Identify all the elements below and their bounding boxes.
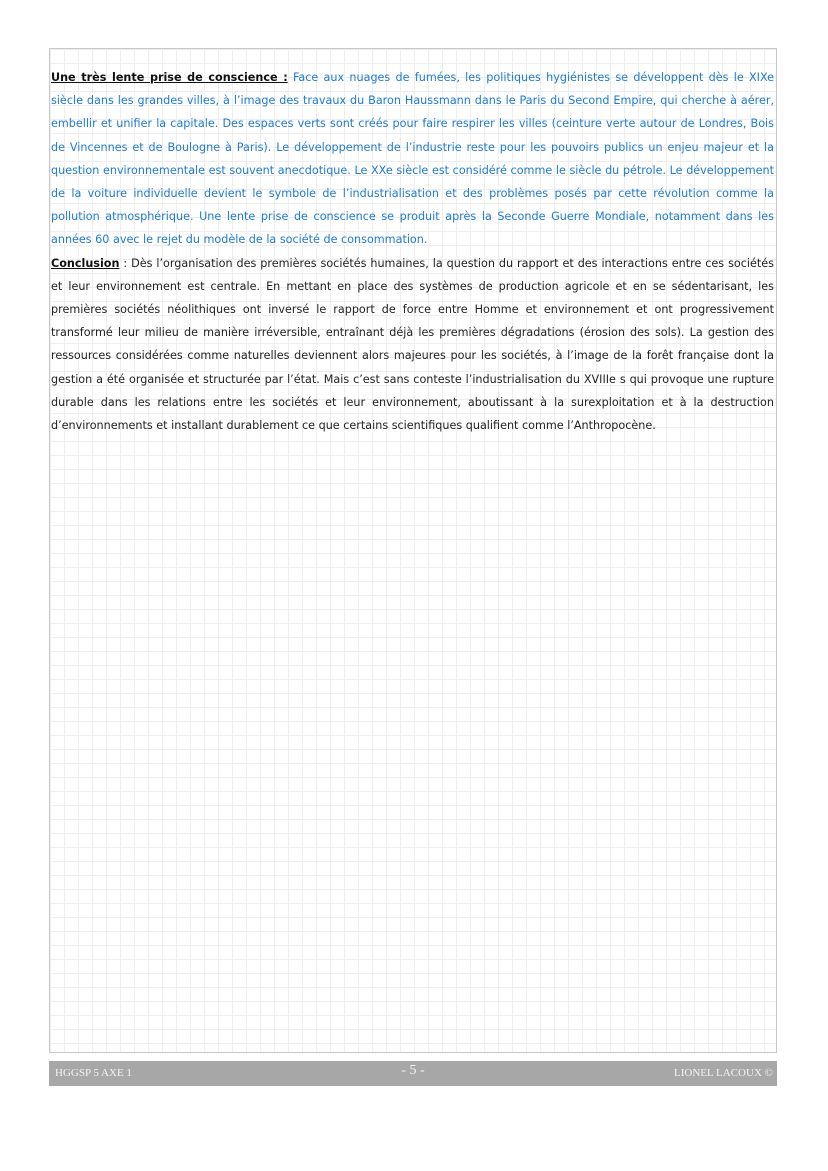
text-conclusion: Dès l’organisation des premières sociétés humaines, la question du rapport et des interactions entre ces sociétés et leur environnement est centrale. En mettant en place des systèmes de production agricole et en se sédentarisant, les premières sociétés néolithiques ont inversé le rapport de force entre Homme et environnement et ont progressivement transformé leur milieu de manière irréversible, entraînant déjà les premières dégradations (érosion des sols). La gestion des ressources considérées comme naturelles deviennent alors majeures pour les sociétés, à l’image de la forêt française dont la gestion a été organisée et structurée par l’état. Mais c’est sans conteste l’industrialisation du XVIIIe s qui provoque une rupture durable dans les relations entre les sociétés et leur environnement, aboutissant à la surexploitation et à la destruction d’environnements et installant durablement ce que certains scientifiques qualifient comme l’Anthropocène.	[51, 256, 774, 433]
footer-course-label: HGGSP 5 AXE 1	[55, 1067, 132, 1079]
footer-author: LIONEL LACOUX ©	[674, 1067, 773, 1079]
heading-prise-de-conscience: Une très lente prise de conscience :	[51, 71, 288, 84]
text-prise-de-conscience: Face aux nuages de fumées, les politiques hygiénistes se développent dès le XIXe siècle dans les grandes villes, à l’image des travaux du Baron Haussmann dans le Paris du Second Empire, qui cherche à aérer, embellir et unifier la capitale. Des espaces verts sont créés pour faire respirer les villes (ceinture verte autour de Londres, Bois de Vincennes et de Boulogne à Paris). Le développement de l’industrie reste pour les pouvoirs publics un enjeu majeur et la question environnementale est souvent anecdotique. Le XXe siècle est considéré comme le siècle du pétrole. Le développement de la voiture individuelle devient le symbole de l’industrialisation et des problèmes posés par cette révolution comme la pollution atmosphérique. Une lente prise de conscience se produit après la Seconde Guerre Mondiale, notamment dans les années 60 avec le rejet du modèle de la société de consommation.	[51, 71, 775, 247]
heading-conclusion: Conclusion	[51, 256, 120, 270]
paragraph-conclusion	[51, 252, 774, 438]
conclusion-separator: :	[119, 256, 132, 270]
paragraph-prise-de-conscience	[51, 66, 774, 252]
page-content	[51, 66, 774, 437]
footer-page-number: - 5 -	[401, 1063, 425, 1078]
page-footer	[49, 1061, 777, 1086]
